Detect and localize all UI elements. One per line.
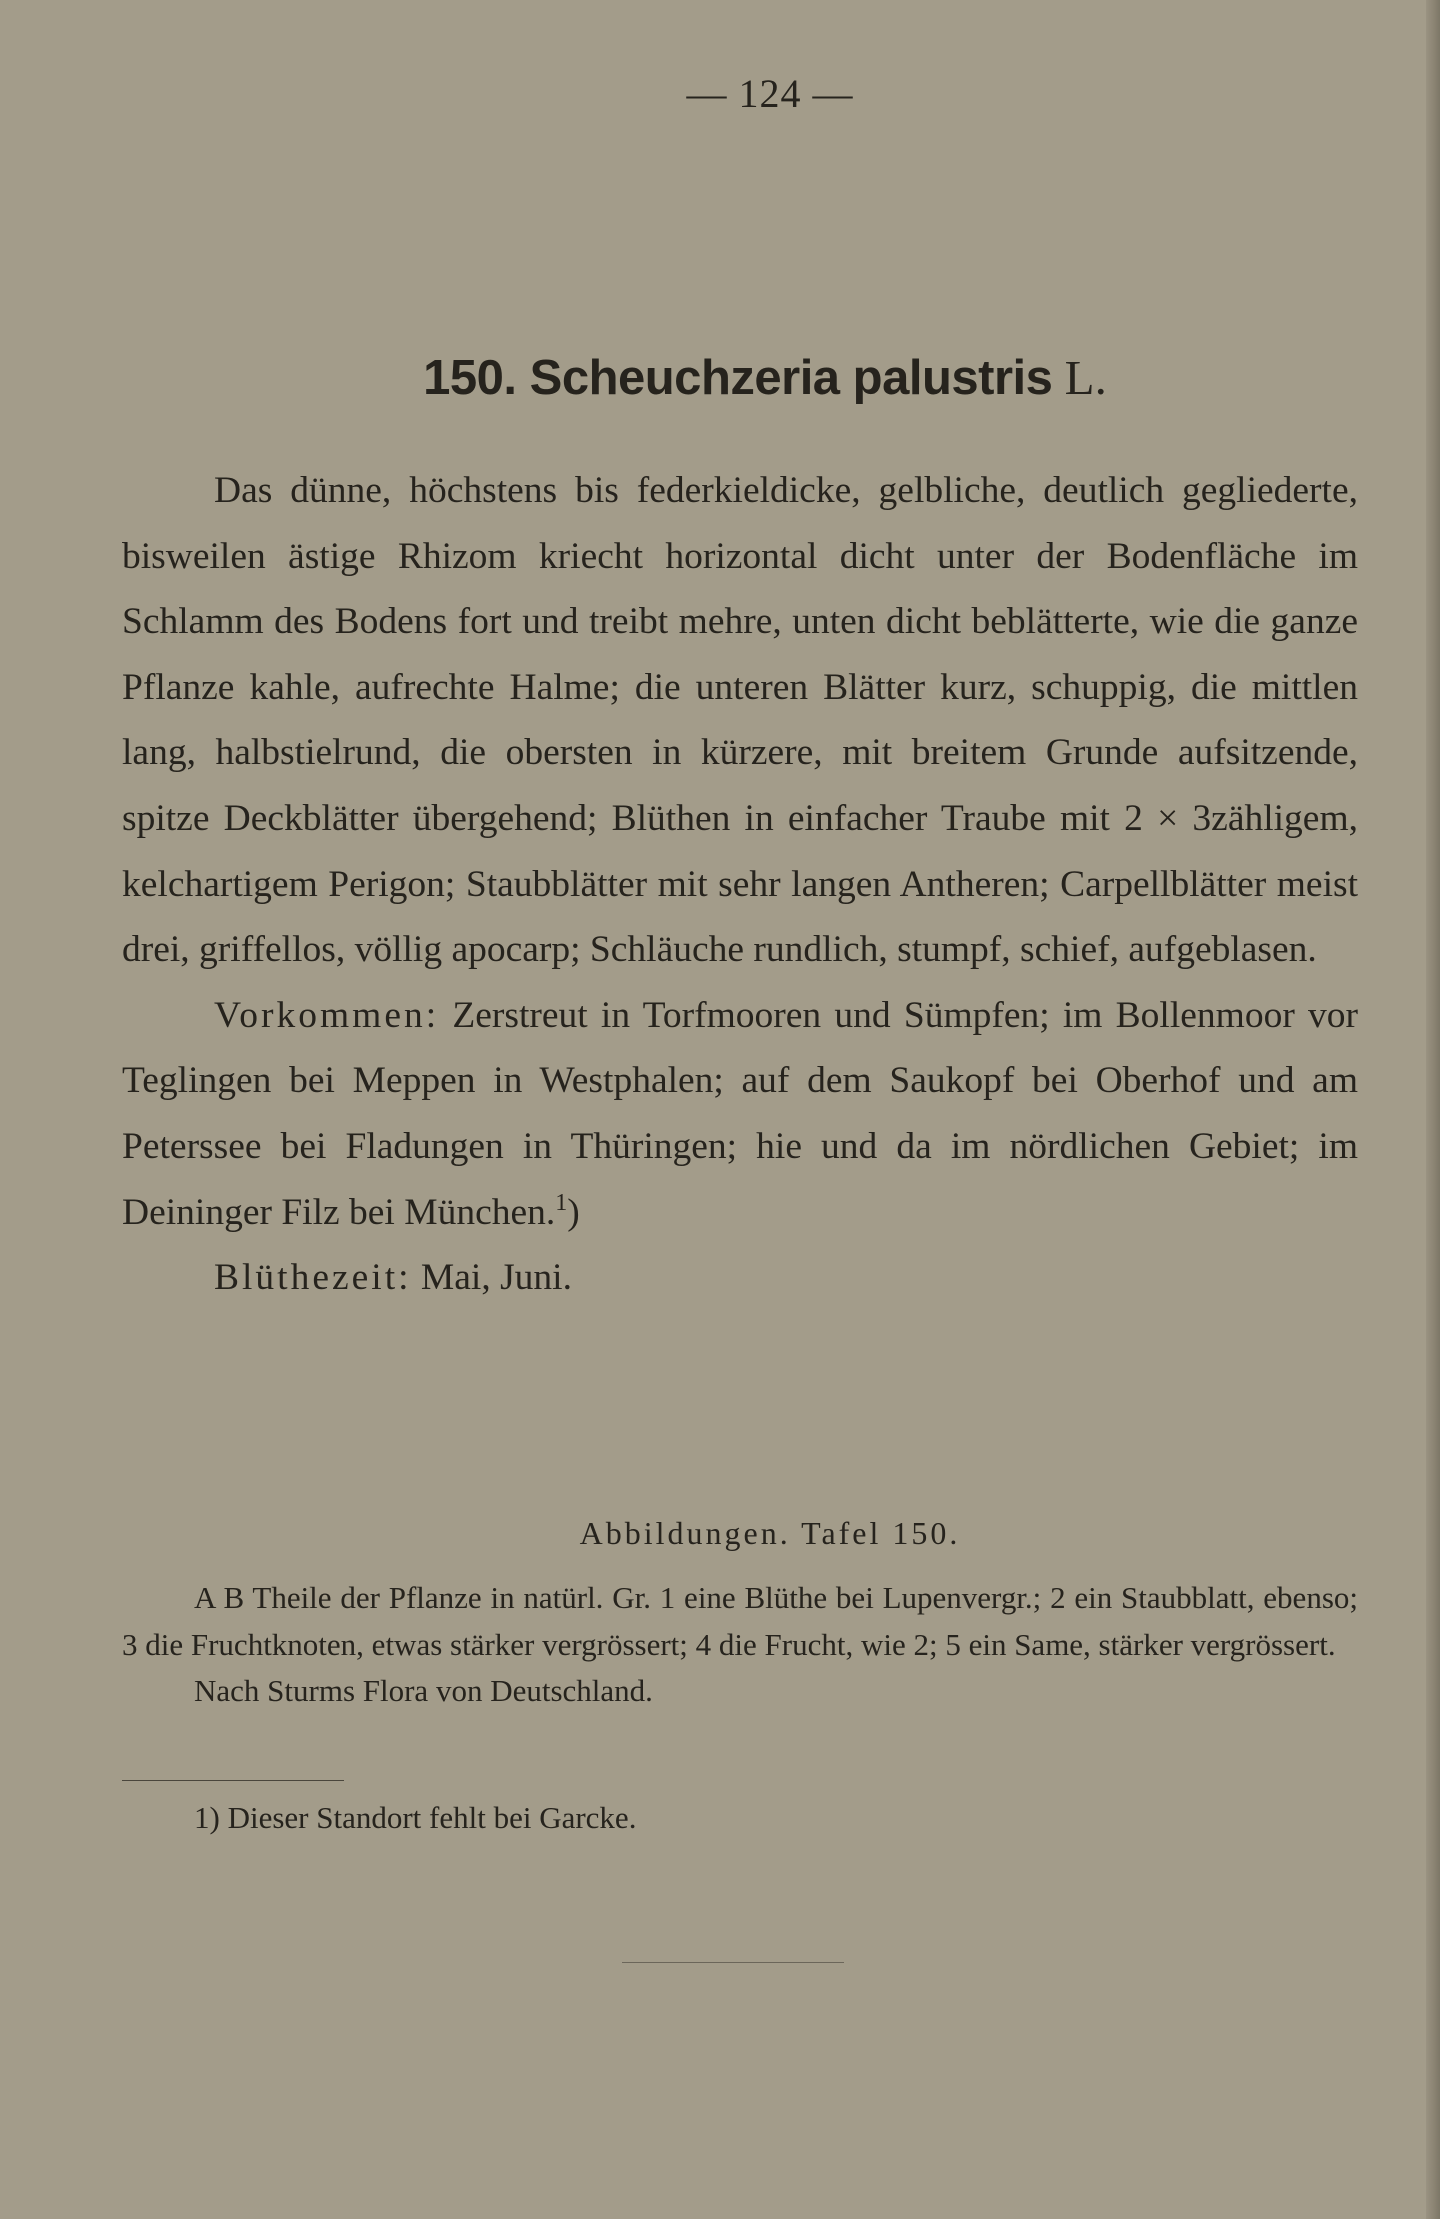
main-text bbox=[122, 458, 1358, 1311]
page-edge bbox=[1426, 0, 1440, 2219]
flowering-label: Blüthezeit: bbox=[214, 1257, 412, 1299]
footnote: 1) Dieser Standort fehlt bei Garcke. bbox=[194, 1800, 637, 1835]
end-rule bbox=[622, 1962, 844, 1963]
flowering-paragraph bbox=[122, 1245, 1358, 1311]
species-name: 150. Scheuchzeria palustris bbox=[423, 351, 1053, 405]
occurrence-label: Vorkommen: bbox=[214, 994, 440, 1036]
description-paragraph: Das dünne, höchstens bis federkieldicke, gelbliche, deutlich gegliederte, bisweilen ästige Rhizom kriecht horizontal dicht unter der Bodenfläche im Schlamm des Bodens fort und treibt mehre, unten dicht beblätterte, wie die ganze Pflanze kahle, aufrechte Halme; die unteren Blätter kurz, schuppig, die mittlen lang, halbstielrund, die obersten in kürzere, mit breitem Grunde aufsitzende, spitze Deckblätter übergehend; Blüthen in einfacher Traube mit 2 × 3zähligem, kelchartigem Perigon; Staubblätter mit sehr langen Antheren; Carpellblätter meist drei, griffellos, völlig apocarp; Schläuche rundlich, stumpf, schief, aufgeblasen. bbox=[122, 470, 1358, 971]
species-heading bbox=[0, 348, 1440, 408]
footnote-reference-close: ) bbox=[567, 1191, 580, 1233]
illustrations-text: A B Theile der Pflanze in natürl. Gr. 1 eine Blüthe bei Lupenvergr.; 2 ein Staubblatt, ebenso; 3 die Fruchtknoten, etwas stärker vergrössert; 4 die Frucht, wie 2; 5 ein Same, stärker vergrössert. bbox=[122, 1580, 1358, 1662]
species-author: L. bbox=[1064, 350, 1107, 405]
illustrations-title: Abbildungen. Tafel 150. bbox=[579, 1515, 961, 1551]
footnote-reference: 1 bbox=[555, 1189, 568, 1216]
occurrence-text: Zerstreut in Torfmooren und Sümpfen; im Bollenmoor vor Teglingen bei Meppen in Westphalen; auf dem Saukopf bei Oberhof und am Peterssee bei Fladungen in Thüringen; hie und da im nördlichen Gebiet; im Deininger Filz bei München. bbox=[122, 994, 1359, 1233]
footnote-divider bbox=[122, 1780, 344, 1781]
occurrence-paragraph bbox=[122, 983, 1358, 1245]
flowering-text: Mai, Juni. bbox=[420, 1257, 572, 1299]
illustrations-source: Nach Sturms Flora von Deutschland. bbox=[194, 1673, 653, 1708]
page-number: — 124 — bbox=[686, 71, 854, 116]
illustrations-caption bbox=[122, 1575, 1358, 1715]
